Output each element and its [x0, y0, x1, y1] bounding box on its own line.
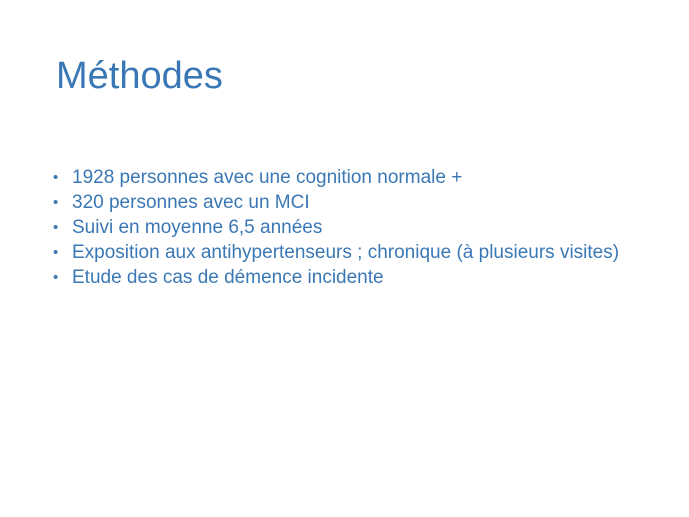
bullet-icon: •: [53, 244, 59, 261]
bullet-item: [52, 218, 632, 238]
bullet-icon: •: [53, 194, 59, 211]
bullet-list: [52, 168, 632, 293]
bullet-item: [52, 168, 632, 188]
bullet-text: Suivi en moyenne 6,5 années: [72, 217, 323, 238]
bullet-icon: •: [53, 269, 59, 286]
bullet-text: Exposition aux antihypertenseurs ; chronique (à plusieurs visites): [72, 242, 620, 263]
slide-title: Méthodes: [56, 55, 223, 97]
bullet-text: 320 personnes avec un MCI: [72, 192, 310, 213]
bullet-item: [52, 193, 632, 213]
bullet-icon: •: [53, 169, 59, 186]
bullet-text: 1928 personnes avec une cognition normale +: [72, 167, 463, 188]
bullet-item: [52, 268, 632, 288]
bullet-text: Etude des cas de démence incidente: [72, 267, 384, 288]
bullet-icon: •: [53, 219, 59, 236]
bullet-item: [52, 243, 632, 263]
